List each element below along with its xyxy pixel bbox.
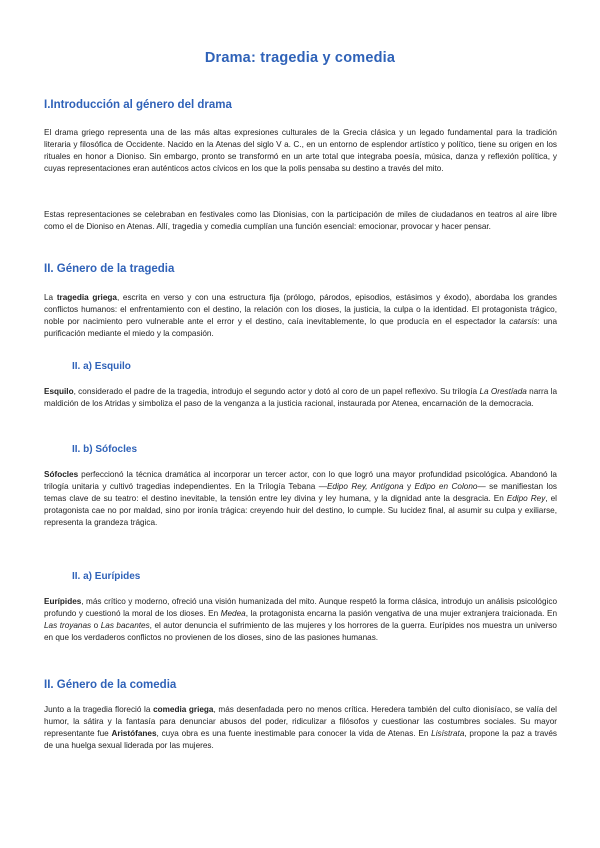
paragraph-sofocles [44,469,557,529]
heading-introduccion: I.Introducción al género del drama [44,99,232,111]
bold-term-tragedia-griega: tragedia griega [56,293,117,302]
heading-euripides: II. a) Eurípides [72,571,141,582]
bold-term-esquilo: Esquilo [44,387,74,396]
paragraph-introduccion-2: Estas representaciones se celebraban en festivales como las Dionisias, con la participación de miles de ciudadanos en teatros al aire libre como el de Dioniso en Atenas. Allí, tragedia y comedia cumplían una función esencial: emocionar, provocar y hacer pensar. [44,210,557,232]
italic-title-las-troyanas: Las troyanas [44,621,92,631]
paragraph-tragedia [44,292,557,340]
text-run: : una purificación mediante el miedo y la compasión. [44,317,557,339]
paragraph-euripides [44,596,557,644]
text-run: perfeccionó la técnica dramática al incorporar un tercer actor, con lo que logró una mayor profundidad psicológica. Abandonó la trilogía unitaria y cultivó tragedias independientes. En la Trilogía Tebana — [44,470,557,492]
document-title: Drama: tragedia y comedia [204,50,396,66]
italic-title-orestiada: La Orestíada [479,387,527,396]
bold-term-comedia-griega: comedia griega [153,705,214,714]
italic-title-edipo-rey-antigona: Edipo Rey, Antígona [326,482,404,492]
text-run: , escrita en verso y con una estructura fija (prólogo, párodos, episodios, estásimos y éxodo), abordaba los grandes conflictos humanos: el enfrentamiento con el destino, la relación con los dioses, la justicia, la culpa o la identidad. El protagonista trágico, noble por nacimiento pero vulnerable ante el error y el destino, caía inevitablemente, lo que producía en el espectador la [44,293,557,327]
text-run: y [403,482,415,492]
heading-esquilo: II. a) Esquilo [72,361,131,372]
text-run: o [91,621,101,631]
text-run: — se manifiestan los temas clave de su teatro: el destino inevitable, la tensión entre ley divina y ley humana, y la dignidad ante la desgracia. En [44,482,557,504]
heading-tragedia: II. Género de la tragedia [44,263,175,275]
text-run: Junto a la tragedia floreció la [44,705,154,714]
bold-term-euripides: Eurípides [44,597,82,606]
italic-term-catarsis: catarsis [509,317,538,327]
text-run: , propone la paz a través de una huelga sexual liderada por las mujeres. [44,729,557,751]
text-run: , el protagonista cae no por maldad, sino por ironía trágica: creyendo huir del destino, lo cumple. Su lucidez final, al asumir su culpa y exiliarse, representa la grandeza trágica. [44,494,557,528]
heading-sofocles: II. b) Sófocles [72,444,138,455]
italic-title-edipo-rey: Edipo Rey [506,494,546,504]
bold-term-aristofanes: Aristófanes [111,729,157,739]
italic-title-edipo-en-colono: Edipo en Colono [414,482,478,492]
bold-term-sofocles: Sófocles [44,470,79,479]
paragraph-esquilo [44,386,557,410]
text-run: La [44,293,57,302]
text-run: , más crítico y moderno, ofreció una visión humanizada del mito. Aunque respetó la forma clásica, introdujo un análisis psicológico profundo y cuestionó la moral de los dioses. En [44,597,557,619]
text-run: , el autor denuncia el sufrimiento de las mujeres y los horrores de la guerra. Eurípides nos muestra un universo en que los verdaderos conflictos no provienen de los dioses, sino de las pasiones humanas. [44,621,557,643]
text-run: , la protagonista encarna la pasión vengativa de una mujer extranjera traicionada. En [245,609,557,619]
italic-title-medea: Medea [220,609,246,619]
text-run: , cuya obra es una fuente inestimable para conocer la vida de Atenas. En [156,729,432,739]
italic-title-lisistrata: Lisístrata [431,729,465,739]
paragraph-introduccion-1: El drama griego representa una de las más altas expresiones culturales de la Grecia clásica y un legado fundamental para la tradición literaria y filosófica de Occidente. Nacido en la Atenas del siglo V a. C., en un entorno de esplendor artístico y político, tiene su origen en los rituales en honor a Dioniso. Sin embargo, pronto se transformó en un arte total que integraba poesía, música, danza y reflexión política, y cuyas representaciones eran auténticos actos cívicos en los que la polis pensaba su destino a través del mito. [44,128,557,174]
italic-title-las-bacantes: Las bacantes [100,621,150,631]
text-run: , más desenfadada pero no menos crítica. Heredera también del culto dionisíaco, se valía del humor, la sátira y la fantasía para denunciar abusos del poder, ridiculizar a filósofos y cuestionar las costumbres sociales. Su mayor representante fue [44,705,557,739]
text-run: , considerado el padre de la tragedia, introdujo el segundo actor y dotó al coro de un papel reflexivo. Su trilogía [73,387,480,396]
heading-comedia: II. Género de la comedia [44,679,177,691]
paragraph-comedia [44,704,557,752]
text-run: narra la maldición de los Atridas y simboliza el paso de la venganza a la justicia racional, instaurada por Atenea, encarnación de la democracia. [44,387,557,409]
